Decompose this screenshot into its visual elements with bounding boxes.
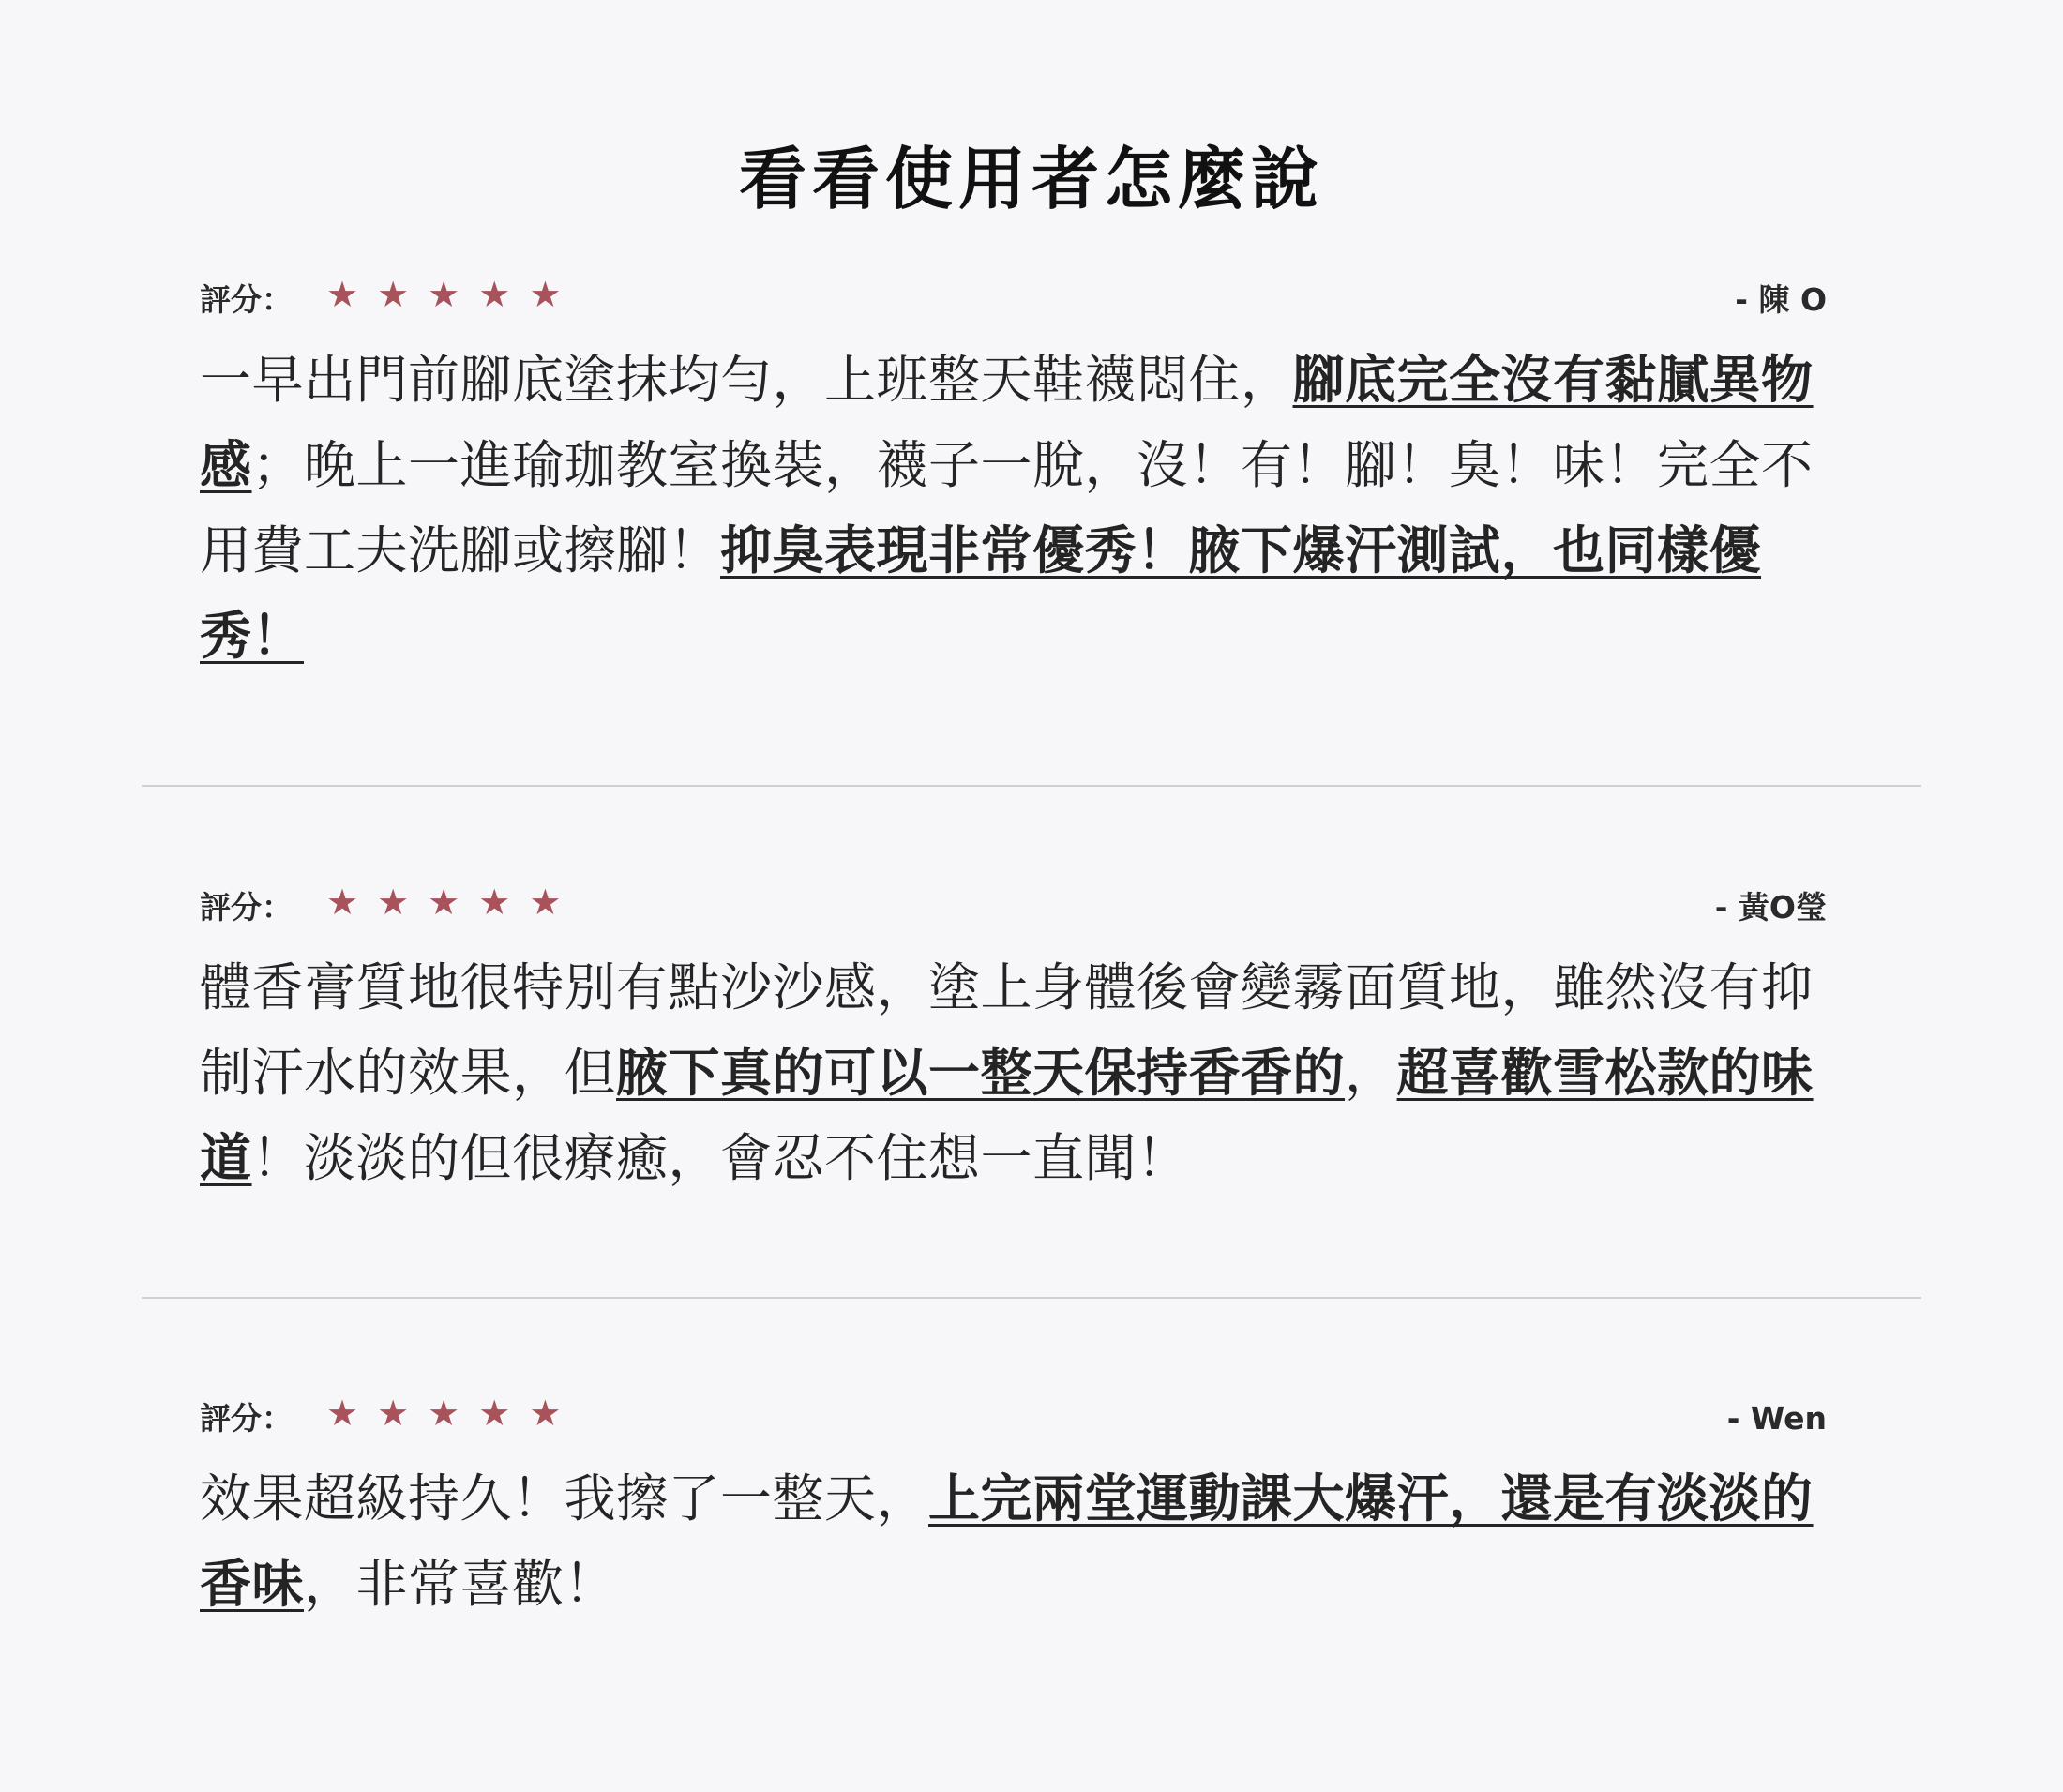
review-text-segment: ，非常喜歡！: [304, 1554, 617, 1614]
star-icon: ★: [326, 274, 378, 315]
star-icon: ★: [428, 881, 479, 923]
review-text-segment: 體香膏質地很特別有點沙沙感，塗上身體後會變霧面質地，雖然沒有抑制汗水的效果，但: [200, 957, 1814, 1103]
review-highlight: 上完兩堂運動課大爆汗，還是有淡淡的香味: [200, 1468, 1814, 1614]
star-icon: ★: [529, 881, 580, 923]
star-icon: ★: [478, 1393, 530, 1434]
review-highlight: 腋下真的可以一整天保持香香的: [616, 1043, 1346, 1103]
review-meta: [200, 274, 1827, 328]
review-text: [200, 338, 1827, 679]
review-author: - 黃O瑩: [1714, 889, 1827, 926]
rating-label: 評分：: [200, 281, 293, 318]
star-icon: ★: [478, 274, 530, 315]
review-text: [200, 1456, 1827, 1627]
review-text-segment: ！淡淡的但很療癒，會忍不住想一直聞！: [251, 1128, 1189, 1188]
star-icon: ★: [478, 881, 530, 923]
star-icon: ★: [428, 1393, 479, 1434]
star-rating: [326, 881, 580, 925]
review-divider: [142, 785, 1921, 787]
review-text-segment: 效果超級持久！我擦了一整天，: [200, 1468, 929, 1528]
review-highlight: 抑臭表現非常優秀！腋下爆汗測試，也同樣優秀！: [200, 520, 1762, 666]
star-icon: ★: [428, 274, 479, 315]
star-rating: [326, 1393, 580, 1436]
review-card: [200, 1393, 1827, 1627]
review-divider: [142, 1297, 1921, 1299]
review-text: [200, 945, 1827, 1201]
star-rating: [326, 274, 580, 317]
rating-label: 評分：: [200, 1400, 293, 1437]
review-text-segment: ；晚上一進瑜珈教室換裝，襪子一脫，沒！有！腳！臭！味！完全不用費工夫洗腳或擦腳！: [200, 435, 1814, 580]
review-author: - 陳 O: [1735, 281, 1827, 318]
review-meta: [200, 881, 1827, 936]
star-icon: ★: [529, 1393, 580, 1434]
review-card: [200, 881, 1827, 1201]
review-highlight: 腳底完全沒有黏膩異物感: [200, 350, 1814, 495]
star-icon: ★: [529, 274, 580, 315]
review-highlight: 超喜歡雪松款的味道: [200, 1043, 1814, 1188]
star-icon: ★: [377, 274, 429, 315]
review-card: [200, 274, 1827, 679]
review-author: - Wen: [1726, 1400, 1827, 1437]
star-icon: ★: [377, 881, 429, 923]
star-icon: ★: [326, 1393, 378, 1434]
star-icon: ★: [377, 1393, 429, 1434]
review-text-segment: ，: [1345, 1043, 1397, 1103]
star-icon: ★: [326, 881, 378, 923]
review-meta: [200, 1393, 1827, 1447]
page-title: 看看使用者怎麼說: [738, 140, 1324, 219]
rating-label: 評分：: [200, 889, 293, 926]
review-text-segment: 一早出門前腳底塗抹均勻，上班整天鞋襪悶住，: [200, 350, 1293, 410]
